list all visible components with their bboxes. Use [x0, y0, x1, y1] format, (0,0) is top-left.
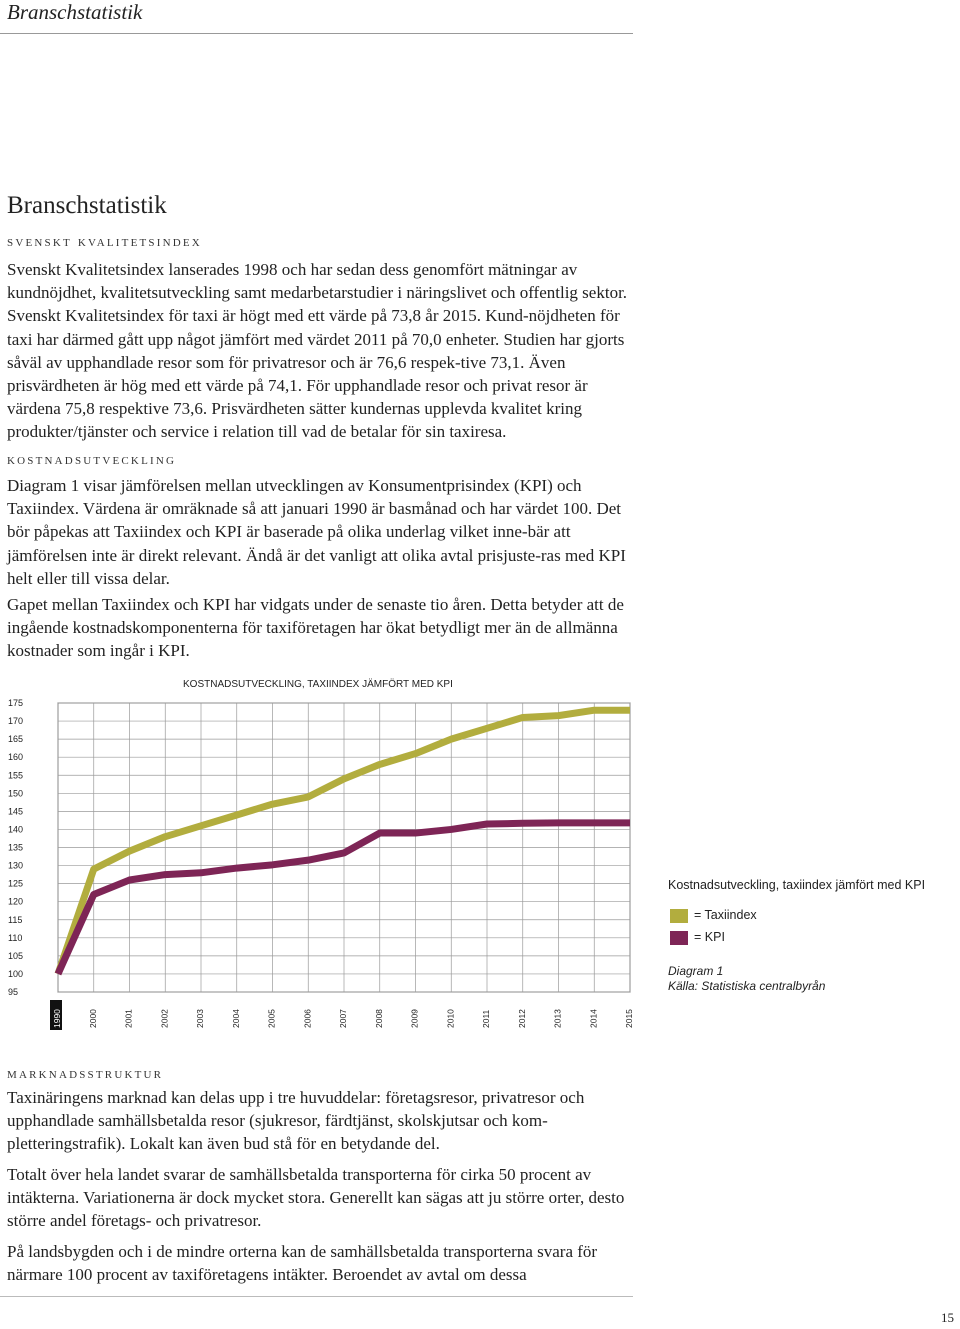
header-rule [0, 33, 633, 34]
kpi-swatch [670, 931, 688, 945]
x-tick-label: 2013 [552, 1009, 563, 1028]
paragraph-kostnad-2: Gapet mellan Taxiindex och KPI har vidgats under de senaste tio åren. Detta betyder att de ingående kostnadskomponenterna för taxiföretagen har ökat betydligt mer än de allmänna kostnader som ingår i KPI. [7, 595, 624, 661]
paragraph-marknad-1: Taxinäringens marknad kan delas upp i tre huvuddelar: företagsresor, privatresor och upphandlade samhällsbetalda resor (sjukresor, färdtjänst, skolskjutsar och kom-pletteringstrafik). Lokalt kan även bud stå för en betydande del. [7, 1088, 585, 1154]
y-tick-label: 95 [8, 987, 19, 997]
x-tick-label: 2001 [123, 1009, 134, 1028]
y-tick-label: 140 [8, 824, 24, 835]
x-tick-label: 2014 [588, 1009, 599, 1028]
y-tick-label: 165 [8, 734, 24, 745]
legend-label-taxiindex: = Taxiindex [694, 908, 757, 922]
y-tick-label: 125 [8, 878, 24, 889]
source-label: Källa: Statistiska centralbyrån [668, 979, 826, 993]
section-heading-kvalitetsindex: svenskt kvalitetsindex [7, 234, 202, 250]
y-tick-label: 100 [8, 968, 24, 979]
y-tick-label: 110 [8, 932, 23, 943]
section-heading-marknadsstruktur: marknadsstruktur [7, 1066, 164, 1082]
legend-item-kpi [670, 930, 725, 945]
y-tick-label: 145 [8, 806, 24, 817]
legend-note [668, 964, 825, 994]
footer-rule [0, 1296, 633, 1297]
y-tick-label: 115 [8, 914, 23, 925]
x-tick-label: 2007 [338, 1009, 348, 1028]
x-tick-label: 2009 [409, 1009, 420, 1028]
taxiindex-swatch [670, 909, 688, 923]
legend-item-taxiindex [670, 908, 757, 923]
y-tick-label: 155 [8, 770, 24, 781]
legend-label-kpi: = KPI [694, 930, 725, 944]
y-tick-label: 130 [8, 860, 24, 871]
x-tick-label: 2005 [266, 1009, 277, 1028]
y-tick-label: 175 [8, 698, 24, 708]
y-tick-label: 150 [8, 788, 24, 799]
y-tick-label: 160 [8, 752, 24, 763]
chart-title: KOSTNADSUTVECKLING, TAXIINDEX JÄMFÖRT MED KPI [183, 679, 453, 690]
paragraph-kostnad-1: Diagram 1 visar jämförelsen mellan utvecklingen av Konsumentprisindex (KPI) och Taxiindex. Värdena är omräknade så att januari 1990 är basmånad och har värdet 100. Det bör påpekas att Taxiindex och KPI är baserade på olika underlag vilket inne-bär att jämförelsen inte är direkt relevant. Ändå är det vanligt att olika avtal prisjuste-ras med KPI helt eller till vissa delar. [7, 476, 626, 588]
x-tick-label: 2008 [373, 1009, 384, 1028]
paragraph-marknad-3: På landsbygden och i de mindre orterna kan de samhällsbetalda transporterna svara för närmare 100 procent av taxiföretagens intäkter. Beroendet av avtal om dessa [7, 1242, 598, 1285]
cost-development-chart [0, 690, 640, 1035]
x-tick-label: 2004 [230, 1009, 241, 1028]
diagram-label: Diagram 1 [668, 964, 724, 978]
x-tick-label: 2011 [481, 1009, 491, 1028]
x-tick-label: 2006 [302, 1009, 313, 1028]
x-tick-label: 2015 [624, 1009, 634, 1028]
y-tick-label: 105 [8, 950, 24, 961]
x-tick-label: 2002 [159, 1009, 170, 1028]
running-head: Branschstatistik [7, 0, 143, 24]
paragraph-kvalitetsindex: Svenskt Kvalitetsindex lanserades 1998 och har sedan dess genomfört mätningar av kundnöjdhet, kvalitetsutveckling samt medarbetarstudier i näringslivet och offentlig sektor. Svenskt Kvalitetsindex för taxi är högt med ett värde på 73,8 år 2015. Kund-nöjdheten för taxi har därmed gått upp något jämfört med värdet 2011 på 70,0 enheter. Studien har gjorts såväl av upphandlade resor som för privatresor och är 76,6 respek-tive 73,1. Även prisvärdheten är hög med ett värde på 74,1. För upphandlade resor och privat resor är värdena 75,8 respektive 73,6. Prisvärdheten sätter kundernas upplevda kvalitet kring produkter/tjänster och service i relation till vad de betalar för sin taxiresa. [7, 260, 628, 442]
y-tick-label: 135 [8, 842, 24, 853]
x-tick-label: 1990 [52, 1009, 62, 1028]
page-number: 15 [941, 1310, 954, 1325]
x-tick-label: 2010 [445, 1009, 456, 1028]
paragraph-marknad-2: Totalt över hela landet svarar de samhällsbetalda transporterna för cirka 50 procent av intäkterna. Variationerna är dock mycket stora. Generellt kan sägas att ju större orter, desto större andel företags- och privatresor. [7, 1165, 625, 1231]
page-title: Branschstatistik [7, 192, 167, 219]
x-tick-label: 2003 [195, 1009, 205, 1028]
x-tick-label: 2000 [87, 1009, 98, 1028]
legend-title: Kostnadsutveckling, taxiindex jämfört med KPI [668, 878, 926, 892]
section-heading-kostnadsutveckling: kostnadsutveckling [7, 452, 177, 468]
y-tick-label: 170 [8, 716, 24, 727]
y-tick-label: 120 [8, 896, 24, 907]
x-tick-label: 2012 [516, 1009, 527, 1028]
